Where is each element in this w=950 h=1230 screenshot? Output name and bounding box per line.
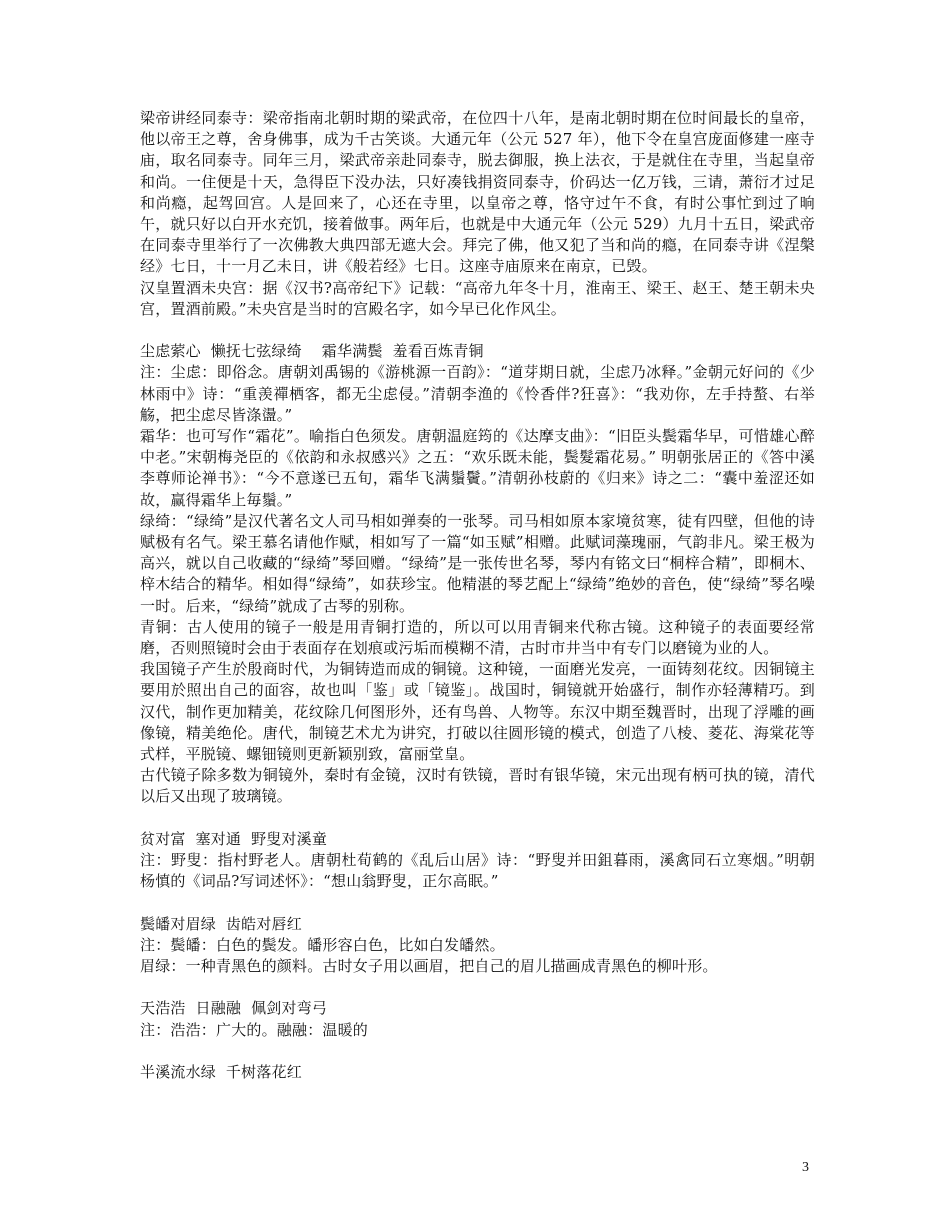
blank-line: [140, 1041, 815, 1062]
blank-line: [140, 892, 815, 913]
couplet-heading-pin-fu: 贫对富 塞对通 野叟对溪童: [140, 829, 328, 848]
note-chenlv: 注：尘虑：即俗念。唐朝刘禹锡的《游桃源一百韵》：“道芽期日就，尘虑乃冰释。”金朝元好问的《少林雨中》诗：“重羡禪栖客，都无尘虑侵。”清朝李渔的《怜香伴?狂喜》：“我劝你，左手持螯、右举觞，把尘虑尽皆涤盪。”: [140, 363, 815, 424]
paragraph-ancient-mirrors: 古代镜子除多数为铜镜外，秦时有金镜，汉时有铁镜，晋时有银华镜，宋元出现有柄可执的镜，清代以后又出现了玻璃镜。: [140, 766, 815, 806]
couplet-heading-binpo: 鬓皤对眉绿 齿皓对唇红: [140, 914, 302, 933]
note-qingtong: 青铜：古人使用的镜子一般是用青铜打造的，所以可以用青铜来代称古镜。这种镜子的表面要经常磨，否则照镜时会由于表面存在划痕或污垢而模糊不清，古时市井当中有专门以磨镜为业的人。: [140, 617, 815, 658]
note-shuanghua: 霜华：也可写作“霜花”。喻指白色须发。唐朝温庭筠的《达摩支曲》：“旧臣头鬓霜华早，可惜雄心醉中老。”宋朝梅尧臣的《依韵和永叔感兴》之五：“欢乐既未能，鬓髮霜花易。” 明朝张居正的《答中溪李尊师论禅书》：“今不意遂已五旬，霜华飞满鬚鬢。”清朝孙枝蔚的《归来》诗之二：“囊中羞涩还如故，赢得霜华上毎鬚。”: [140, 427, 815, 509]
page-number: 3: [802, 1160, 809, 1175]
note-meilv: 眉绿：一种青黑色的颜料。古时女子用以画眉，把自己的眉儿描画成青黑色的柳叶形。: [140, 957, 718, 976]
paragraph-mirror-history: 我国镜子产生於殷商时代，为铜铸造而成的铜镜。这种镜，一面磨光发亮，一面铸刻花纹。因铜镜主要用於照出自己的面容，故也叫「鉴」或「镜鉴」。战国时，铜镜就开始盛行，制作亦轻薄精巧。到汉代，制作更加精美，花纹除几何图形外，还有鸟兽、人物等。东汉中期至魏晋时，出现了浮雕的画像镜，精美绝伦。唐代，制镜艺术尤为讲究，打破以往圆形镜的模式，创造了八棱、菱花、海棠花等式样，平脱镜、螺钿镜则更新颖别致，富丽堂皇。: [140, 660, 815, 764]
couplet-heading-tianhaohao: 天浩浩 日融融 佩剑对弯弓: [140, 999, 328, 1018]
blank-line: [140, 320, 815, 341]
blank-line: [140, 977, 815, 998]
paragraph-hanhuang: 汉皇置酒未央宫：据《汉书?高帝纪下》记载：“高帝九年冬十月，淮南王、梁王、赵王、楚王朝未央宫，置酒前殿。”未央宫是当时的宫殿名字，如今早已化作风尘。: [140, 278, 815, 318]
note-haohao: 注：浩浩：广大的。融融：温暖的: [140, 1020, 369, 1039]
blank-line: [140, 808, 815, 829]
document-body: [140, 108, 815, 1083]
note-yesou: 注：野叟：指村野老人。唐朝杜荀鹤的《乱后山居》诗：“野叟并田鉏暮雨，溪禽同石立寒烟。”明朝杨慎的《词品?写词述怀》：“想山翁野叟，正尔高眠。”: [140, 851, 815, 891]
note-lvqi: 绿绮：“绿绮”是汉代著名文人司马相如弹奏的一张琴。司马相如原本家境贫寒，徒有四壁，但他的诗赋极有名气。梁王慕名请他作赋，相如写了一篇“如玉赋”相赠。此赋词藻瑰丽，气韵非凡。梁王极为高兴，就以自己收藏的“绿绮”琴回赠。“绿绮”是一张传世名琴，琴内有铭文曰“桐梓合精”，即桐木、梓木结合的精华。相如得“绿绮”，如获珍宝。他精湛的琴艺配上“绿绮”绝妙的音色，使“绿绮”琴名噪一时。后来，“绿绮”就成了古琴的别称。: [140, 511, 815, 615]
note-binpo: 注：鬓皤：白色的鬓发。皤形容白色，比如白发皤然。: [140, 935, 505, 954]
paragraph-liangdi: 梁帝讲经同泰寺：梁帝指南北朝时期的梁武帝，在位四十八年，是南北朝时期在位时间最长的皇帝，他以帝王之尊，舍身佛事，成为千古笑谈。大通元年（公元 527 年），他下令在皇宫庞面修建一座寺庙，取名同泰寺。同年三月，梁武帝亲赴同泰寺，脱去御服，换上法衣，于是就住在寺里，当起皇帝和尚。一住便是十天，急得臣下没办法，只好凑钱捐资同泰寺，价码达一亿万钱，三请，萧衍才过足和尚瘾，起驾回宫。人是回来了，心还在寺里，以皇帝之尊，恪守过午不食，有时公事忙到过了晌午，就只好以白开水充饥，接着做事。两年后，也就是中大通元年（公元 529）九月十五日，梁武帝在同泰寺里举行了一次佛教大典四部无遮大会。拜完了佛，他又犯了当和尚的瘾，在同泰寺讲《涅槃经》七日，十一月乙未日，讲《般若经》七日。这座寺庙原来在南京，已毁。: [140, 109, 815, 276]
couplet-heading-banxi: 半溪流水绿 千树落花红: [140, 1063, 302, 1082]
couplet-heading-chenlv: 尘虑萦心 懒抚七弦绿绮 霜华满鬓 羞看百炼青铜: [140, 342, 484, 361]
